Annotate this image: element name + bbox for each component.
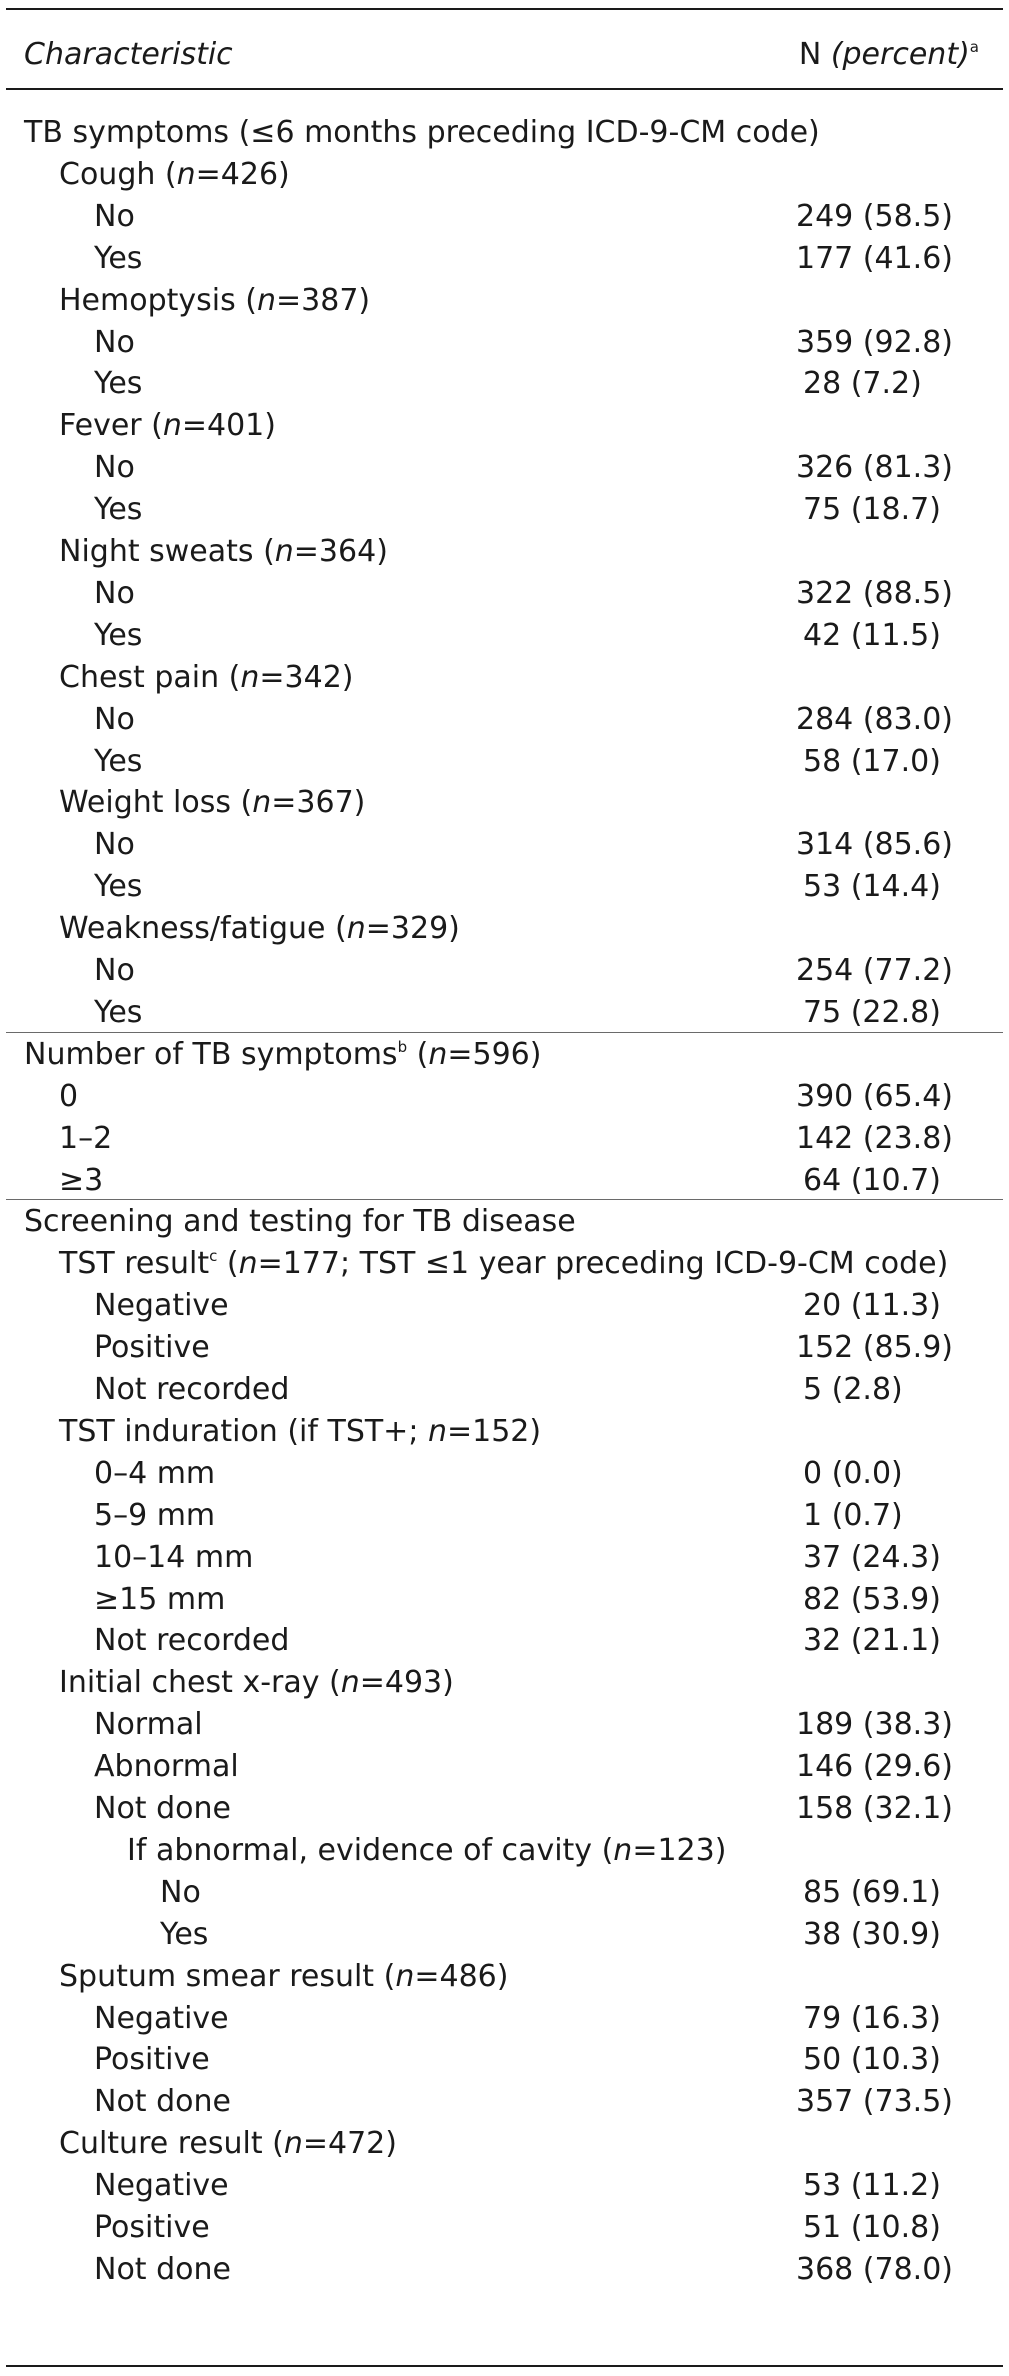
italic-n: n [283,2126,303,2161]
label-text: 0 [59,1079,79,1114]
row-value: 249 (58.5) [795,199,953,234]
label-text: No [94,199,135,234]
header-n-percent [799,34,979,76]
table-row [0,196,1009,238]
row-label [59,405,276,447]
table-row [0,1998,1009,2040]
table-row [0,782,1009,824]
row-value: 79 (16.3) [803,2001,941,2036]
italic-n: n [240,660,260,695]
label-text: 10–14 mm [94,1540,254,1575]
label-text: =387) [276,283,371,318]
row-value: 158 (32.1) [795,1791,953,1826]
row-value: 82 (53.9) [803,1582,941,1617]
row-value: 1 (0.7) [803,1498,903,1533]
label-text: 1–2 [59,1121,113,1156]
label-text: Negative [94,2168,229,2203]
row-value: 20 (11.3) [803,1288,941,1323]
header-n: N [798,37,822,72]
row-value: 28 (7.2) [803,366,922,401]
row-value: 51 (10.8) [803,2210,941,2245]
row-value: 357 (73.5) [795,2084,953,2119]
row-value: 32 (21.1) [803,1623,941,1658]
label-text: No [94,576,135,611]
label-text: =401) [181,408,276,443]
italic-n: n [427,1414,447,1449]
table-row [0,615,1009,657]
label-text: 0–4 mm [94,1456,216,1491]
label-text: No [94,827,135,862]
row-value: 177 (41.6) [795,241,953,276]
row-label [94,741,142,783]
row-value: 189 (38.3) [795,1707,953,1742]
table-row [0,1076,1009,1118]
row-value: 142 (23.8) [795,1121,953,1156]
row-label [59,280,370,322]
italic-n: n [257,283,277,318]
row-label [59,531,388,573]
table-row [0,1369,1009,1411]
row-label [94,699,135,741]
label-text: Not recorded [94,1623,290,1658]
table-row [0,1453,1009,1495]
row-label [94,1998,229,2040]
row-label [59,1118,112,1160]
row-value: 64 (10.7) [803,1163,941,1198]
table-row [0,2165,1009,2207]
header-characteristic: Characteristic [24,37,233,72]
label-text: =486) [414,1959,509,1994]
row-label [94,1620,289,1662]
italic-n: n [238,1246,258,1281]
table-row [0,1872,1009,1914]
table-row [0,2207,1009,2249]
header-rule [6,88,1003,90]
label-text: ≥15 mm [94,1582,226,1617]
row-label [94,196,135,238]
row-label [160,1872,201,1914]
italic-n: n [252,785,272,820]
table-row [0,866,1009,908]
row-label [94,2165,229,2207]
label-text: Chest pain ( [59,660,241,695]
italic-n: n [176,157,196,192]
table-row [0,363,1009,405]
row-label [94,1704,203,1746]
label-text: TST induration (if TST+; [59,1414,428,1449]
label-text: =367) [271,785,366,820]
row-label [59,1956,508,1998]
table-row [0,1662,1009,1704]
row-label [59,908,460,950]
table-row [0,447,1009,489]
label-text: ( [407,1037,429,1072]
table-row [0,1956,1009,1998]
row-value: 390 (65.4) [795,1079,953,1114]
label-text: =177; TST ≤1 year preceding ICD-9-CM code) [257,1246,949,1281]
row-label [59,782,365,824]
row-value: 254 (77.2) [795,953,953,988]
label-text: No [94,450,135,485]
table-row [0,1914,1009,1956]
label-text: Screening and testing for TB disease [24,1204,576,1239]
row-label [59,657,354,699]
row-label [94,1327,210,1369]
label-text: Negative [94,1288,229,1323]
table-row [0,154,1009,196]
row-value: 326 (81.3) [795,450,953,485]
table-row [0,489,1009,531]
label-text: No [94,953,135,988]
label-text: =152) [446,1414,542,1449]
italic-n: n [346,911,366,946]
label-text: Hemoptysis ( [59,283,257,318]
row-value: 75 (22.8) [803,995,941,1030]
table-row [0,1411,1009,1453]
row-label [94,363,142,405]
row-label [94,2249,231,2291]
row-value: 85 (69.1) [803,1875,941,1910]
row-label [94,1788,231,1830]
table-row [0,1620,1009,1662]
row-label [59,1411,541,1453]
label-text: 5–9 mm [94,1498,216,1533]
label-text: Cough ( [59,157,177,192]
table-row [0,2081,1009,2123]
label-text: Yes [94,869,143,904]
label-text: TB symptoms (≤6 months preceding ICD-9-CM code) [24,115,820,150]
footnote-marker: b [397,1038,408,1056]
table-row [0,238,1009,280]
label-text: Not done [94,2252,231,2287]
label-text: Weight loss ( [59,785,253,820]
table-row [0,322,1009,364]
label-text: Positive [94,1330,210,1365]
table-row [0,280,1009,322]
label-text: Positive [94,2042,210,2077]
label-text: Positive [94,2210,210,2245]
table-row [0,2039,1009,2081]
row-label [94,1746,239,1788]
header-footnote-a: a [969,38,979,56]
row-value: 359 (92.8) [795,325,953,360]
label-text: =472) [302,2126,397,2161]
label-text: Yes [94,366,143,401]
label-text: =493) [359,1665,454,1700]
table-row [0,1160,1009,1202]
label-text: ≥3 [59,1163,104,1198]
row-value: 284 (83.0) [795,702,953,737]
header-percent: (percent) [830,37,970,72]
row-label [94,950,135,992]
table-row [0,573,1009,615]
row-label [94,573,135,615]
label-text: Normal [94,1707,203,1742]
row-value: 0 (0.0) [803,1456,903,1491]
table-row [0,112,1009,154]
label-text: Yes [160,1917,209,1952]
table-row [0,824,1009,866]
section-separator [6,1032,1003,1033]
table-row [0,699,1009,741]
bottom-rule [6,2365,1003,2367]
table-row [0,657,1009,699]
table-row [0,992,1009,1034]
italic-n: n [428,1037,448,1072]
row-label [94,2081,231,2123]
label-text: ( [217,1246,239,1281]
italic-n: n [162,408,182,443]
table-row [0,1327,1009,1369]
row-label [94,322,135,364]
label-text: Night sweats ( [59,534,275,569]
label-text: Weakness/fatigue ( [59,911,347,946]
row-label [59,2123,397,2165]
label-text: Yes [94,618,143,653]
italic-n: n [395,1959,415,1994]
table-row [0,741,1009,783]
label-text: =123) [632,1833,727,1868]
row-label [24,112,820,154]
label-text: Yes [94,241,143,276]
row-value: 314 (85.6) [795,827,953,862]
top-rule [6,8,1003,10]
label-text: Not recorded [94,1372,290,1407]
label-text: =329) [365,911,460,946]
label-text: Fever ( [59,408,163,443]
row-value: 50 (10.3) [803,2042,941,2077]
row-label [94,1579,225,1621]
label-text: =342) [259,660,354,695]
row-label [94,489,142,531]
table-row [0,1243,1009,1285]
table-row [0,1118,1009,1160]
italic-n: n [613,1833,633,1868]
label-text: TST result [59,1246,210,1281]
row-value: 322 (88.5) [795,576,953,611]
label-text: Negative [94,2001,229,2036]
table-row [0,1704,1009,1746]
label-text: Number of TB symptoms [24,1037,398,1072]
table-row [0,1034,1009,1076]
label-text: No [160,1875,201,1910]
table-row [0,1788,1009,1830]
row-label [127,1830,726,1872]
table-row [0,405,1009,447]
row-value: 5 (2.8) [803,1372,903,1407]
row-value: 152 (85.9) [795,1330,953,1365]
row-label [94,2207,210,2249]
row-value: 53 (11.2) [803,2168,941,2203]
table-row [0,531,1009,573]
label-text: Not done [94,1791,231,1826]
row-label [94,447,135,489]
table-row [0,908,1009,950]
label-text: =364) [293,534,388,569]
italic-n: n [340,1665,360,1700]
row-value: 37 (24.3) [803,1540,941,1575]
table-row [0,2123,1009,2165]
table-row [0,1201,1009,1243]
row-label [94,1537,253,1579]
label-text: If abnormal, evidence of cavity ( [127,1833,614,1868]
label-text: Yes [94,492,143,527]
row-value: 38 (30.9) [803,1917,941,1952]
row-value: 368 (78.0) [795,2252,953,2287]
section-separator [6,1199,1003,1200]
row-label [59,1243,948,1285]
table-row [0,1579,1009,1621]
label-text: Yes [94,744,143,779]
row-value: 146 (29.6) [795,1749,953,1784]
label-text: Sputum smear result ( [59,1959,396,1994]
label-text: Not done [94,2084,231,2119]
label-text: Initial chest x-ray ( [59,1665,341,1700]
row-label [94,1495,215,1537]
label-text: Culture result ( [59,2126,284,2161]
footnote-marker: c [209,1247,218,1265]
table-row [0,1285,1009,1327]
row-label [94,866,142,908]
table-row [0,950,1009,992]
row-value: 58 (17.0) [803,744,941,779]
row-value: 53 (14.4) [803,869,941,904]
row-label [94,992,142,1034]
label-text: Yes [94,995,143,1030]
row-label [94,2039,210,2081]
row-label [94,1285,229,1327]
row-label [59,154,290,196]
table-row [0,2249,1009,2291]
row-label [94,1369,289,1411]
row-label [94,238,142,280]
row-label [24,1201,576,1243]
label-text: No [94,325,135,360]
row-label [59,1076,78,1118]
row-value: 42 (11.5) [803,618,941,653]
row-label [94,615,142,657]
table-row [0,1830,1009,1872]
row-value: 75 (18.7) [803,492,941,527]
label-text: =426) [195,157,290,192]
italic-n: n [274,534,294,569]
row-label [24,1034,541,1076]
label-text: Abnormal [94,1749,239,1784]
row-label [59,1662,454,1704]
label-text: No [94,702,135,737]
row-label [59,1160,103,1202]
table-row [0,1495,1009,1537]
row-label [94,824,135,866]
label-text: =596) [447,1037,542,1072]
row-label [160,1914,208,1956]
table-row [0,1746,1009,1788]
row-label [94,1453,215,1495]
table-row [0,1537,1009,1579]
